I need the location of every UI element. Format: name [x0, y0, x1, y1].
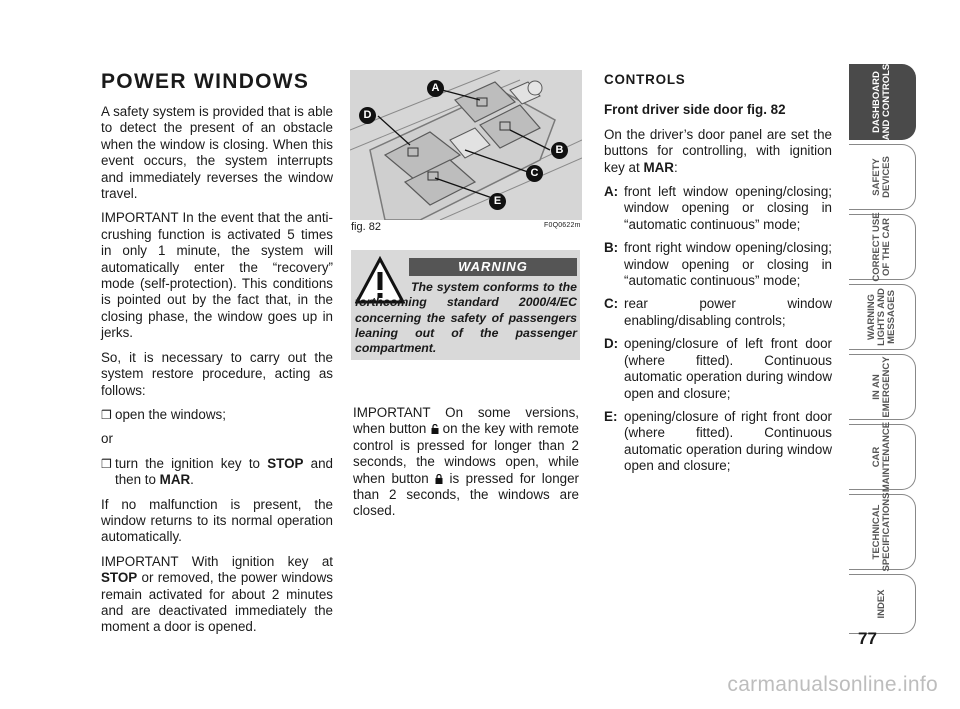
callout-d: D [359, 107, 376, 124]
lock-icon [435, 474, 443, 484]
callout-c: C [526, 165, 543, 182]
tab-safety-devices[interactable]: SAFETY DEVICES [849, 144, 916, 210]
warning-title: WARNING [409, 258, 577, 276]
control-item-d: D: opening/closure of left front door (where fitted). Continuous automatic operation during window open and closure; [604, 336, 832, 401]
control-item-c: C: rear power window enabling/disabling controls; [604, 296, 832, 328]
tab-correct-use[interactable]: CORRECT USE OF THE CAR [849, 214, 916, 280]
control-item-b: B: front right window opening/closing; window opening or closing in “automatic continuous” mode; [604, 240, 832, 289]
paragraph-or: or [101, 431, 113, 447]
paragraph: A safety system is provided that is able to detect the present of an obstacle when the window is closing. When this event occurs, the system interrupts and immediately reverses the window travel. [101, 104, 333, 202]
paragraph: On the driver’s door panel are set the buttons for controlling, with ignition key at MAR: [604, 126, 832, 175]
list-item: ❒ open the windows; [101, 406, 226, 422]
tab-warning-lights[interactable]: WARNING LIGHTS AND MESSAGES [849, 284, 916, 350]
control-item-e: E: opening/closure of right front door (where fitted). Continuous automatic operation during window open and closure; [604, 408, 832, 474]
door-panel-illustration [350, 70, 582, 220]
tab-dashboard-and-controls[interactable]: DASHBOARD AND CONTROLS [849, 64, 916, 140]
checkbox-bullet-icon: ❒ [101, 407, 112, 422]
remote-control-note [353, 405, 579, 528]
controls-title: CONTROLS [604, 72, 686, 87]
controls-subtitle: Front driver side door fig. 82 [604, 102, 786, 118]
tab-index[interactable]: INDEX [849, 574, 916, 634]
paragraph: IMPORTANT In the event that the anti-crushing function is activated 5 times in only 1 minute, the system will automatically enter the “recovery” mode (self-protection). This conditions is pointed out by the fact that, in the closing phase, the window goes up in jerks. [101, 210, 333, 341]
tab-car-maintenance[interactable]: CAR MAINTENANCE [849, 424, 916, 490]
callout-e: E [489, 193, 506, 210]
warning-box [351, 250, 580, 360]
control-item-a: A: front left window opening/closing; window opening or closing in “automatic continuous” mode; [604, 184, 832, 232]
paragraph: IMPORTANT With ignition key at STOP or removed, the power windows remain activated for about 2 minutes and are deactivated immediately the moment a door is opened. [101, 553, 333, 635]
door-panel-figure [350, 70, 582, 220]
paragraph: If no malfunction is present, the window returns to its normal operation automatically. [101, 496, 333, 545]
controls-section [604, 72, 832, 482]
figure-label: fig. 82 [351, 221, 381, 233]
watermark: carmanualsonline.info [727, 673, 938, 696]
paragraph: So, it is necessary to carry out the system restore procedure, acting as follows: [101, 349, 333, 398]
figure-code: F0Q0622m [544, 222, 581, 229]
section-title: POWER WINDOWS [101, 70, 310, 93]
chapter-tabs [849, 64, 919, 638]
warning-text: The system conforms to the forthcoming standard 2000/4/EC concerning the safety of passengers leaning out of the passenger compartment. [355, 280, 577, 356]
checkbox-bullet-icon: ❒ [101, 456, 112, 471]
list-item: ❒ turn the ignition key to STOP and then to MAR. [101, 455, 333, 488]
callout-a: A [427, 80, 444, 97]
page-number: 77 [858, 629, 877, 648]
tab-technical-specifications[interactable]: TECHNICAL SPECIFICATIONS [849, 494, 916, 570]
power-windows-section [101, 70, 333, 644]
unlock-icon [431, 424, 439, 434]
callout-b: B [551, 142, 568, 159]
tab-in-an-emergency[interactable]: IN AN EMERGENCY [849, 354, 916, 420]
paragraph: IMPORTANT On some versions, when button on the key with remote control is pressed for longer than 2 seconds, the windows open, while when button is pressed for longer than 2 seconds, the windows are closed. [353, 405, 580, 519]
